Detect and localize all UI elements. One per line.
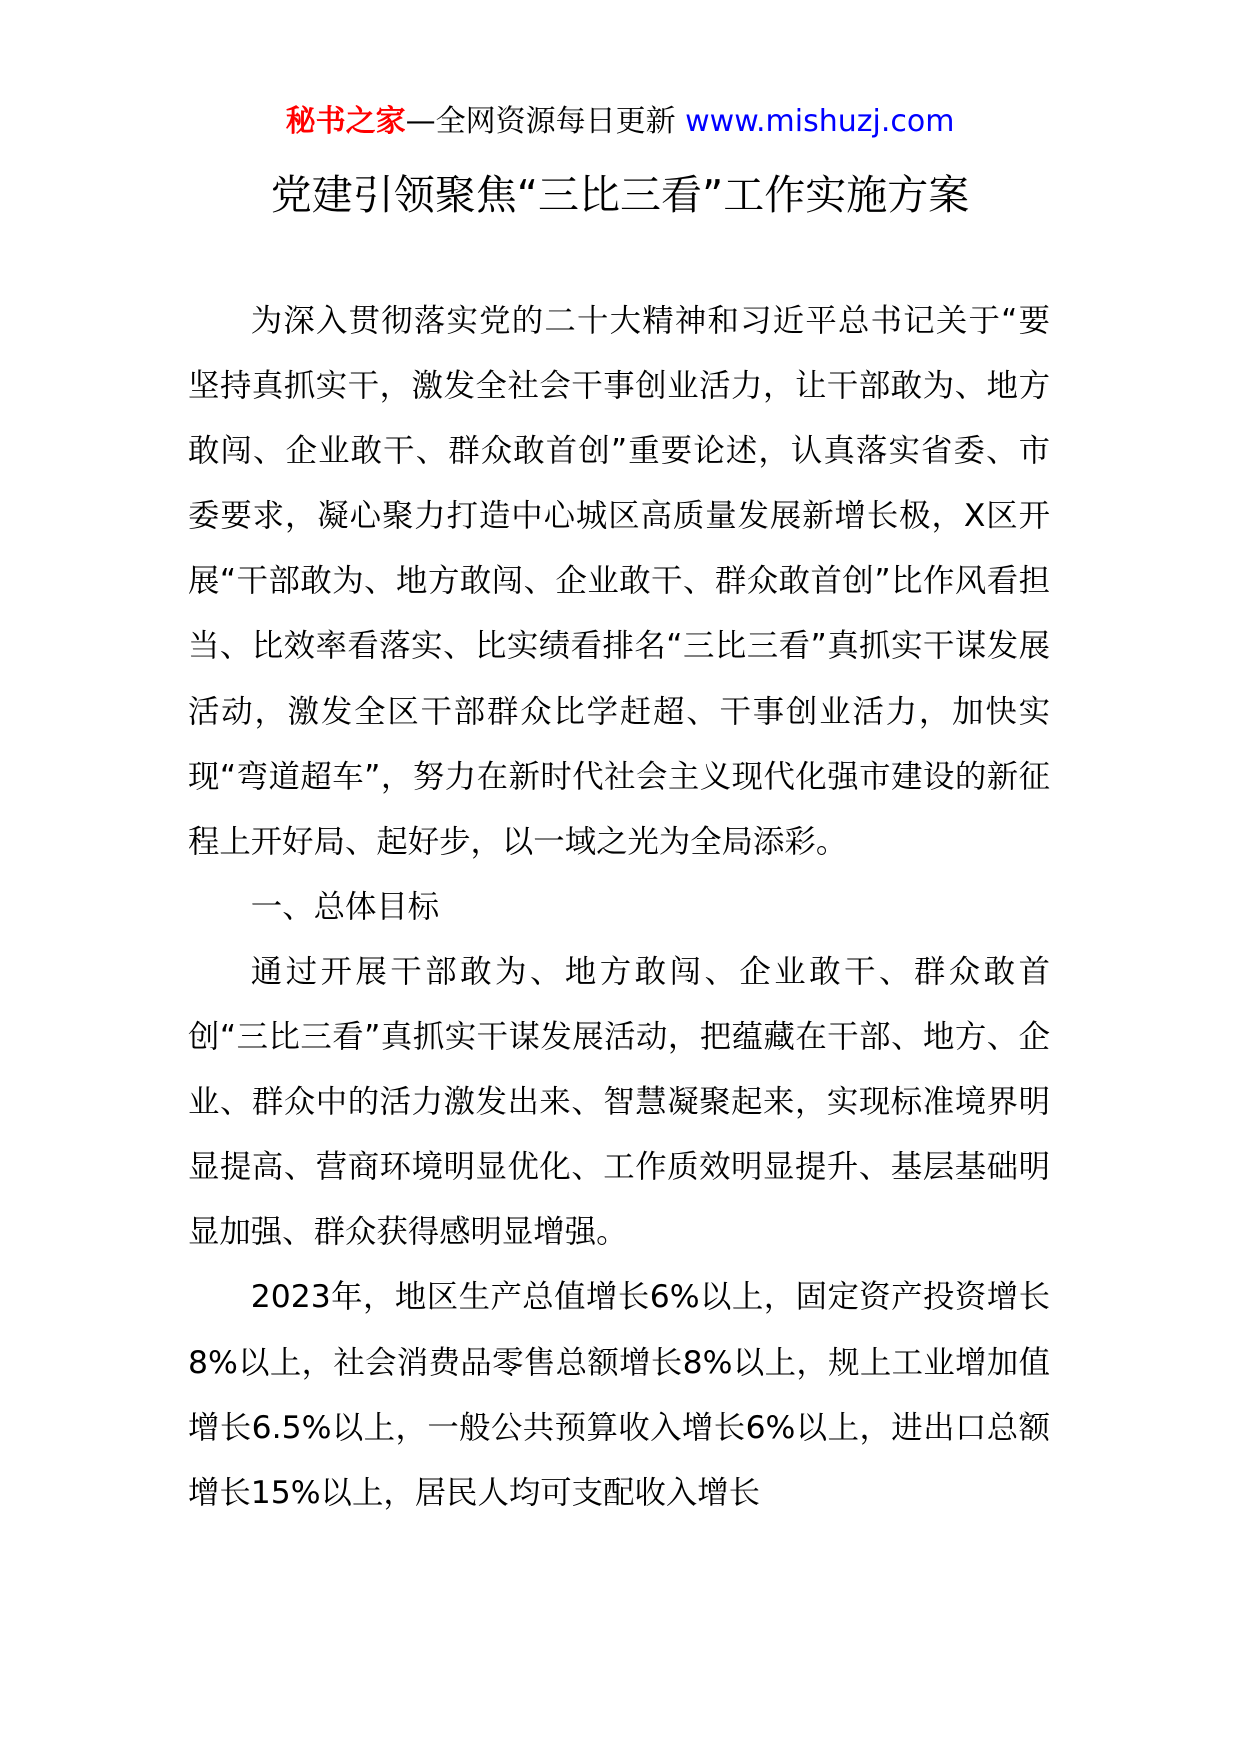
- intro-paragraph: 为深入贯彻落实党的二十大精神和习近平总书记关于“要坚持真抓实干，激发全社会干事创业活力，让干部敢为、地方敢闯、企业敢干、群众敢首创”重要论述，认真落实省委、市委要求，凝心聚力打造中心城区高质量发展新增长极，X区开展“干部敢为、地方敢闯、企业敢干、群众敢首创”比作风看担当、比效率看落实、比实绩看排名“三比三看”真抓实干谋发展活动，激发全区干部群众比学赶超、干事创业活力，加快实现“弯道超车”，努力在新时代社会主义现代化强市建设的新征程上开好局、起好步，以一域之光为全局添彩。: [188, 303, 1050, 860]
- section-heading-overall-goal: 一、总体目标: [250, 888, 440, 925]
- document-title: 党建引领聚焦“三比三看”工作实施方案: [270, 171, 970, 219]
- targets-paragraph: 2023年，地区生产总值增长6%以上，固定资产投资增长8%以上，社会消费品零售总额增长8%以上，规上工业增加值增长6.5%以上，一般公共预算收入增长6%以上，进出口总额增长15%以上，居民人均可支配收入增长: [188, 1279, 1050, 1511]
- site-url-link[interactable]: www.mishuzj.com: [685, 104, 955, 139]
- document-body: [188, 289, 1050, 1526]
- goal-paragraph: 通过开展干部敢为、地方敢闯、企业敢干、群众敢首创“三比三看”真抓实干谋发展活动，把蕴藏在干部、地方、企业、群众中的活力激发出来、智慧凝聚起来，实现标准境界明显提高、营商环境明显优化、工作质效明显提升、基层基础明显加强、群众获得感明显增强。: [188, 953, 1050, 1251]
- site-header: [0, 102, 1240, 142]
- site-brand: 秘书之家: [285, 104, 406, 139]
- site-tagline: —全网资源每日更新: [405, 104, 676, 139]
